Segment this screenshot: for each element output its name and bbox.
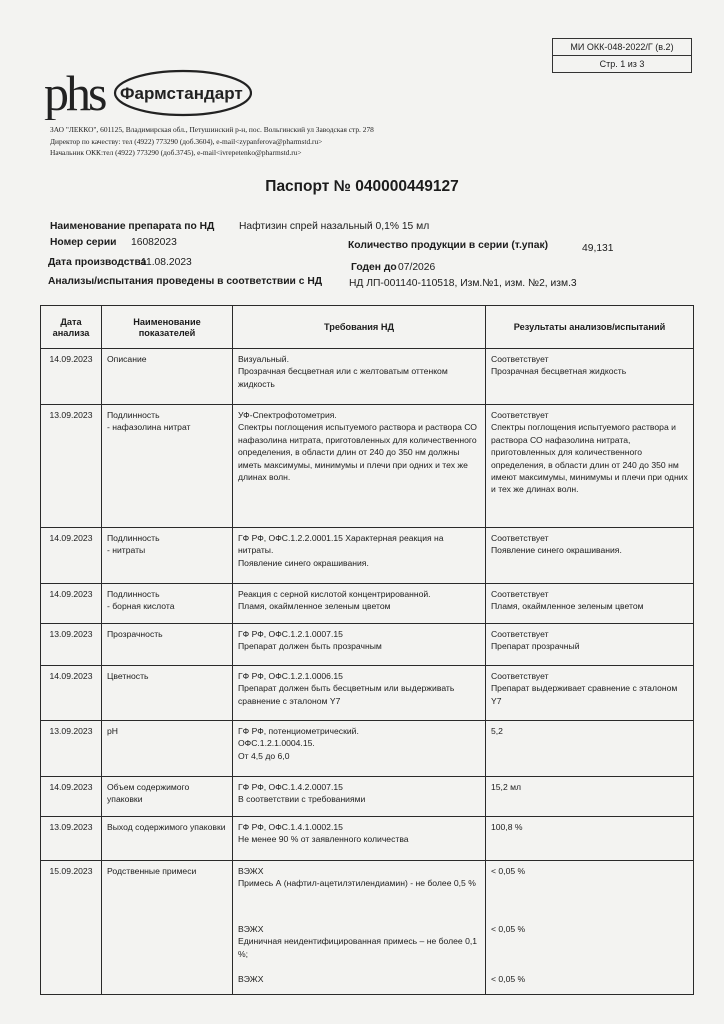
quality-director-contact: Директор по качеству: тел (4922) 773290 (доб.3604), e-mail<zypanferova@pharmstd.ru> (50, 136, 323, 146)
table-row (41, 405, 694, 528)
header-results: Результаты анализов/испытаний (486, 306, 694, 349)
passport-title: Паспорт № 040000449127 (265, 178, 459, 195)
production-date-label: Дата производства (48, 257, 147, 268)
document-code: МИ ОКК-048-2022/Г (в.2) (553, 39, 691, 56)
indicator-name: Объем содержимого упаковки (102, 777, 233, 817)
expiry-value: 07/2026 (398, 262, 436, 273)
series-label: Номер серии (50, 237, 117, 248)
table-row (41, 777, 694, 817)
table-row (41, 349, 694, 405)
indicator-name: Подлинность - нитраты (102, 528, 233, 584)
tests-standard-value: НД ЛП-001140-110518, Изм.№1, изм. №2, изм.3 (349, 278, 577, 289)
table-row (41, 584, 694, 624)
analysis-date: 13.09.2023 (41, 817, 102, 861)
table-row (41, 624, 694, 666)
impurity-a-result: < 0,05 % (491, 866, 526, 876)
indicator-name: pH (102, 721, 233, 777)
result: Соответствует Пламя, окаймленное зеленым цветом (486, 584, 694, 624)
indicator-name: Описание (102, 349, 233, 405)
indicator-name: Выход содержимого упаковки (102, 817, 233, 861)
indicator-name: Прозрачность (102, 624, 233, 666)
result: Соответствует Препарат выдерживает сравнение с эталоном Y7 (486, 666, 694, 721)
header-date: Дата анализа (41, 306, 102, 349)
drug-name-label: Наименование препарата по НД (50, 221, 215, 232)
result: Соответствует Спектры поглощения испытуемого раствора и раствора СО нафазолина нитрата, приготовленных для количественного определения, в области длин от 240 до 350 нм имеют максимумы, минимумы и плечи при одних и тех же длинах волн. (486, 405, 694, 528)
requirement: Реакция с серной кислотой концентрированной. Пламя, окаймленное зеленым цветом (233, 584, 486, 624)
table-row (41, 528, 694, 584)
header-indicator: Наименование показателей (102, 306, 233, 349)
drug-name-value: Нафтизин спрей назальный 0,1% 15 мл (239, 221, 430, 232)
analysis-date: 15.09.2023 (41, 861, 102, 995)
impurities-third-result: < 0,05 % (491, 974, 526, 984)
impurity-a-requirement: ВЭЖХ Примесь А (нафтил-ацетилэтилендиамин) - не более 0,5 % (238, 866, 476, 889)
table-row (41, 861, 694, 995)
impurities-results (486, 861, 694, 995)
impurities-third-requirement: ВЭЖХ (238, 974, 264, 984)
impurities-requirements (233, 861, 486, 995)
requirement: ГФ РФ, ОФС.1.2.2.0001.15 Характерная реакция на нитраты. Появление синего окрашивания. (233, 528, 486, 584)
pharmstandard-logo (42, 66, 252, 120)
series-value: 16082023 (131, 237, 177, 248)
analysis-date: 13.09.2023 (41, 721, 102, 777)
analysis-date: 14.09.2023 (41, 528, 102, 584)
table-header-row (41, 306, 694, 349)
table-row (41, 666, 694, 721)
analysis-date: 14.09.2023 (41, 584, 102, 624)
requirement: Визуальный. Прозрачная бесцветная или с желтоватым оттенком жидкость (233, 349, 486, 405)
analysis-date: 14.09.2023 (41, 666, 102, 721)
analysis-table (40, 305, 694, 995)
logo-prefix: phs (44, 66, 105, 120)
result: 100,8 % (486, 817, 694, 861)
table-row (41, 721, 694, 777)
indicator-name: Подлинность - нафазолина нитрат (102, 405, 233, 528)
result: 15,2 мл (486, 777, 694, 817)
logo-name: Фармстандарт (120, 84, 243, 103)
table-row (41, 817, 694, 861)
indicator-name: Подлинность - борная кислота (102, 584, 233, 624)
requirement: ГФ РФ, ОФС.1.2.1.0007.15 Препарат должен быть прозрачным (233, 624, 486, 666)
result: Соответствует Прозрачная бесцветная жидкость (486, 349, 694, 405)
expiry-label: Годен до (351, 262, 397, 273)
indicator-name: Родственные примеси (102, 861, 233, 995)
quantity-label: Количество продукции в серии (т.упак) (348, 240, 549, 251)
single-impurity-requirement: ВЭЖХ Единичная неидентифицированная примесь – не более 0,1 %; (238, 924, 478, 959)
result: Соответствует Препарат прозрачный (486, 624, 694, 666)
result: Соответствует Появление синего окрашивания. (486, 528, 694, 584)
requirement: ГФ РФ, ОФС.1.4.2.0007.15 В соответствии с требованиями (233, 777, 486, 817)
analysis-date: 14.09.2023 (41, 349, 102, 405)
single-impurity-result: < 0,05 % (491, 924, 526, 934)
quantity-value: 49,131 (582, 243, 614, 254)
result: 5,2 (486, 721, 694, 777)
company-address: ЗАО "ЛЕККО", 601125, Владимирская обл., Петушинский р-н, пос. Вольгинский ул Заводская стр. 278 (50, 125, 374, 134)
requirement: УФ-Спектрофотометрия. Спектры поглощения испытуемого раствора и раствора СО нафазолина нитрата, приготовленных для количественного определения, в области длин от 240 до 350 нм должны иметь максимумы, минимумы и плечи при одних и тех же длинах волн. (233, 405, 486, 528)
tests-standard-label: Анализы/испытания проведены в соответствии с НД (48, 276, 323, 287)
analysis-date: 13.09.2023 (41, 624, 102, 666)
indicator-name: Цветность (102, 666, 233, 721)
qc-head-contact: Начальник ОКК:тел (4922) 773290 (доб.3745), e-mail<ivrepetenko@pharmstd.ru> (50, 148, 302, 157)
requirement: ГФ РФ, ОФС.1.4.1.0002.15 Не менее 90 % от заявленного количества (233, 817, 486, 861)
analysis-date: 14.09.2023 (41, 777, 102, 817)
header-requirements: Требования НД (233, 306, 486, 349)
requirement: ГФ РФ, потенциометрический. ОФС.1.2.1.0004.15. От 4,5 до 6,0 (233, 721, 486, 777)
page-counter: Стр. 1 из 3 (599, 59, 645, 69)
company-address-block (50, 124, 374, 159)
document-reference-box (552, 38, 692, 73)
requirement: ГФ РФ, ОФС.1.2.1.0006.15 Препарат должен быть бесцветным или выдерживать сравнение с эталоном Y7 (233, 666, 486, 721)
production-date-value: 11.08.2023 (141, 257, 192, 268)
analysis-date: 13.09.2023 (41, 405, 102, 528)
